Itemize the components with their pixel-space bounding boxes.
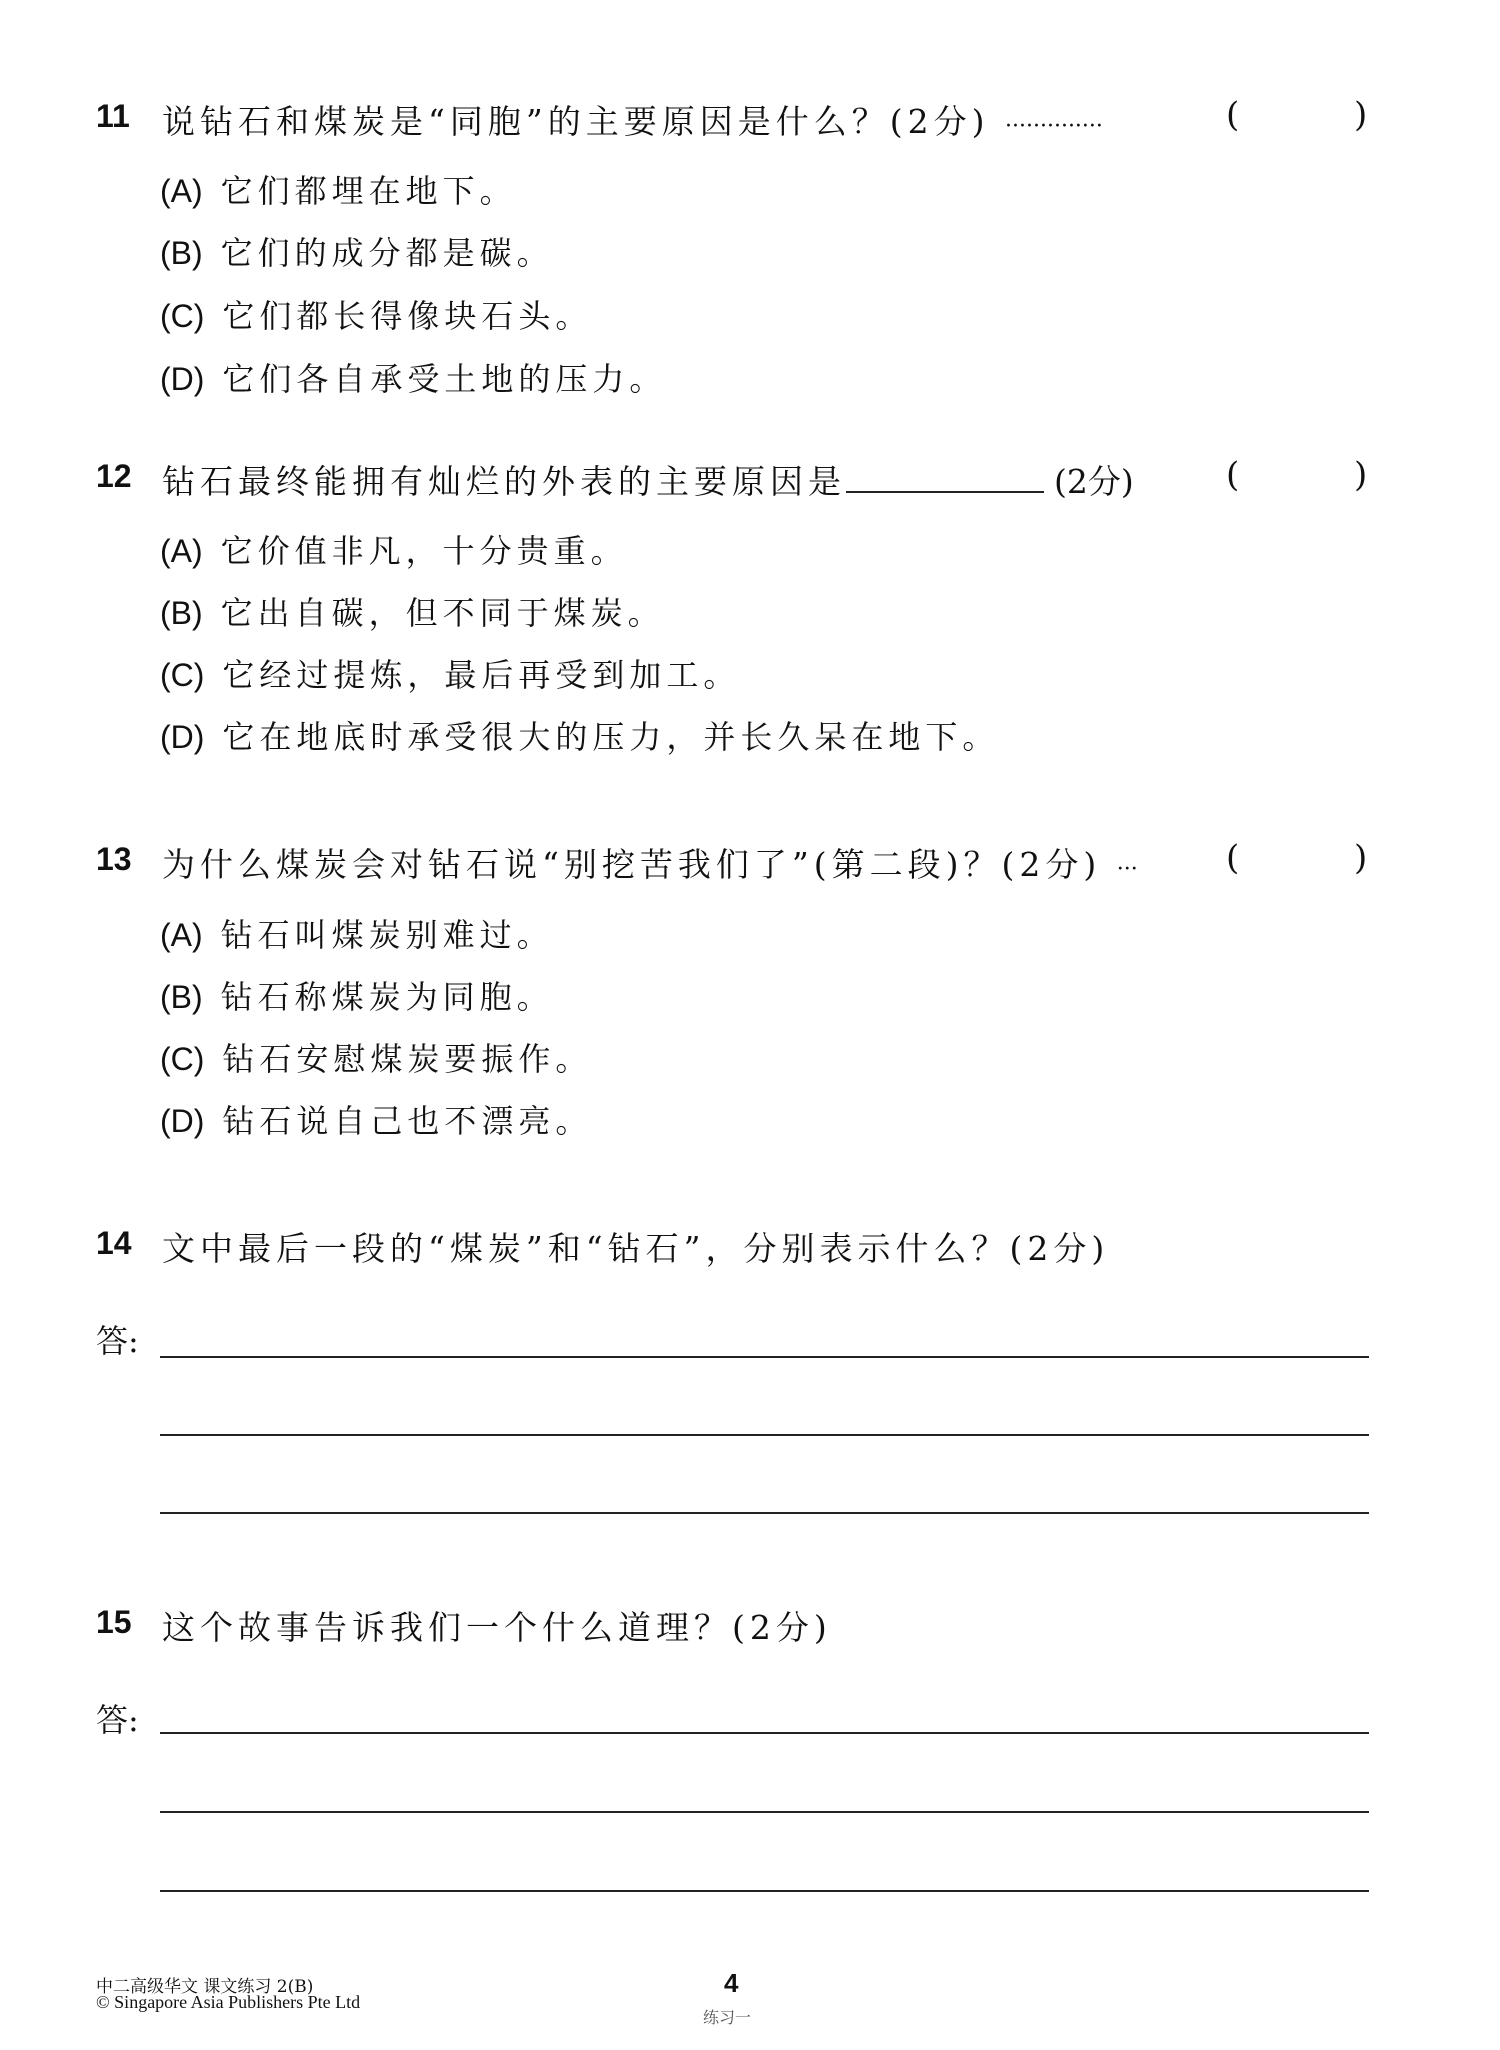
option-text: 它在地底时承受很大的压力，并长久呆在地下。 xyxy=(222,718,1000,756)
answer-paren-open: ( xyxy=(1226,838,1240,878)
answer-label: 答: xyxy=(96,1322,139,1360)
option-label: (A) xyxy=(160,917,203,953)
answer-line[interactable] xyxy=(160,1811,1369,1813)
option-label: (B) xyxy=(160,595,203,631)
question-text: 文中最后一段的“煤炭”和“钻石”，分别表示什么？(2分) xyxy=(162,1229,1110,1268)
answer-line[interactable] xyxy=(160,1356,1369,1358)
answer-line[interactable] xyxy=(160,1512,1369,1514)
option-label: (D) xyxy=(160,361,205,397)
option-text: 钻石叫煤炭别难过。 xyxy=(220,916,554,954)
fill-in-blank[interactable] xyxy=(846,461,1044,493)
option-text: 钻石说自己也不漂亮。 xyxy=(222,1102,593,1140)
option-a[interactable] xyxy=(160,166,517,212)
option-b[interactable] xyxy=(160,588,665,634)
answer-line[interactable] xyxy=(160,1434,1369,1436)
option-label: (C) xyxy=(160,657,205,693)
question-text xyxy=(162,456,1134,503)
option-b[interactable] xyxy=(160,972,554,1018)
section-label: 练习一 xyxy=(703,2008,752,2027)
option-label: (D) xyxy=(160,719,205,755)
option-b[interactable] xyxy=(160,228,554,274)
answer-label: 答: xyxy=(96,1701,139,1739)
copyright: © Singapore Asia Publishers Pte Ltd xyxy=(96,1992,361,2012)
question-prompt: 为什么煤炭会对钻石说“别挖苦我们了”(第二段)？(2分) xyxy=(162,845,1102,884)
question-text xyxy=(162,839,1138,886)
answer-paren-close: ) xyxy=(1354,455,1368,495)
option-c[interactable] xyxy=(160,650,740,696)
dot-leader: ··· xyxy=(1116,857,1138,882)
question-number: 12 xyxy=(96,458,132,494)
answer-paren-close: ) xyxy=(1354,838,1368,878)
option-label: (C) xyxy=(160,1041,205,1077)
book-title: 中二高级华文 课文练习 2(B) xyxy=(96,1977,314,1997)
option-text: 钻石称煤炭为同胞。 xyxy=(220,978,554,1016)
option-text: 它经过提炼，最后再受到加工。 xyxy=(222,656,741,694)
option-a[interactable] xyxy=(160,910,554,956)
question-prompt: 说钻石和煤炭是“同胞”的主要原因是什么？(2分) xyxy=(162,102,990,141)
option-d[interactable] xyxy=(160,1096,592,1142)
option-label: (C) xyxy=(160,298,205,334)
answer-line[interactable] xyxy=(160,1890,1369,1892)
question-text xyxy=(162,96,1103,143)
option-text: 它价值非凡，十分贵重。 xyxy=(220,532,628,570)
option-d[interactable] xyxy=(160,712,999,758)
page-number: 4 xyxy=(724,1968,739,1998)
answer-paren-open: ( xyxy=(1226,95,1240,135)
answer-paren-close: ) xyxy=(1354,95,1368,135)
option-label: (A) xyxy=(160,173,203,209)
option-label: (B) xyxy=(160,235,203,271)
question-text: 这个故事告诉我们一个什么道理？(2分) xyxy=(162,1608,832,1647)
option-c[interactable] xyxy=(160,291,592,337)
option-text: 它们都埋在地下。 xyxy=(220,172,517,210)
option-text: 它们的成分都是碳。 xyxy=(220,234,554,272)
question-number: 11 xyxy=(96,98,130,134)
option-label: (D) xyxy=(160,1103,205,1139)
answer-paren-open: ( xyxy=(1226,455,1240,495)
option-label: (B) xyxy=(160,979,203,1015)
option-text: 它们都长得像块石头。 xyxy=(222,297,593,335)
dot-leader: ·············· xyxy=(1005,114,1103,139)
option-a[interactable] xyxy=(160,526,628,572)
question-number: 14 xyxy=(96,1225,132,1261)
question-number: 15 xyxy=(96,1604,132,1640)
question-prompt: 钻石最终能拥有灿烂的外表的主要原因是 xyxy=(162,462,846,501)
question-number: 13 xyxy=(96,841,132,877)
option-d[interactable] xyxy=(160,354,666,400)
marks: (2分) xyxy=(1054,462,1134,501)
option-label: (A) xyxy=(160,533,203,569)
option-text: 它们各自承受土地的压力。 xyxy=(222,360,667,398)
option-text: 钻石安慰煤炭要振作。 xyxy=(222,1040,593,1078)
option-c[interactable] xyxy=(160,1034,592,1080)
option-text: 它出自碳，但不同于煤炭。 xyxy=(220,594,665,632)
answer-line[interactable] xyxy=(160,1732,1369,1734)
